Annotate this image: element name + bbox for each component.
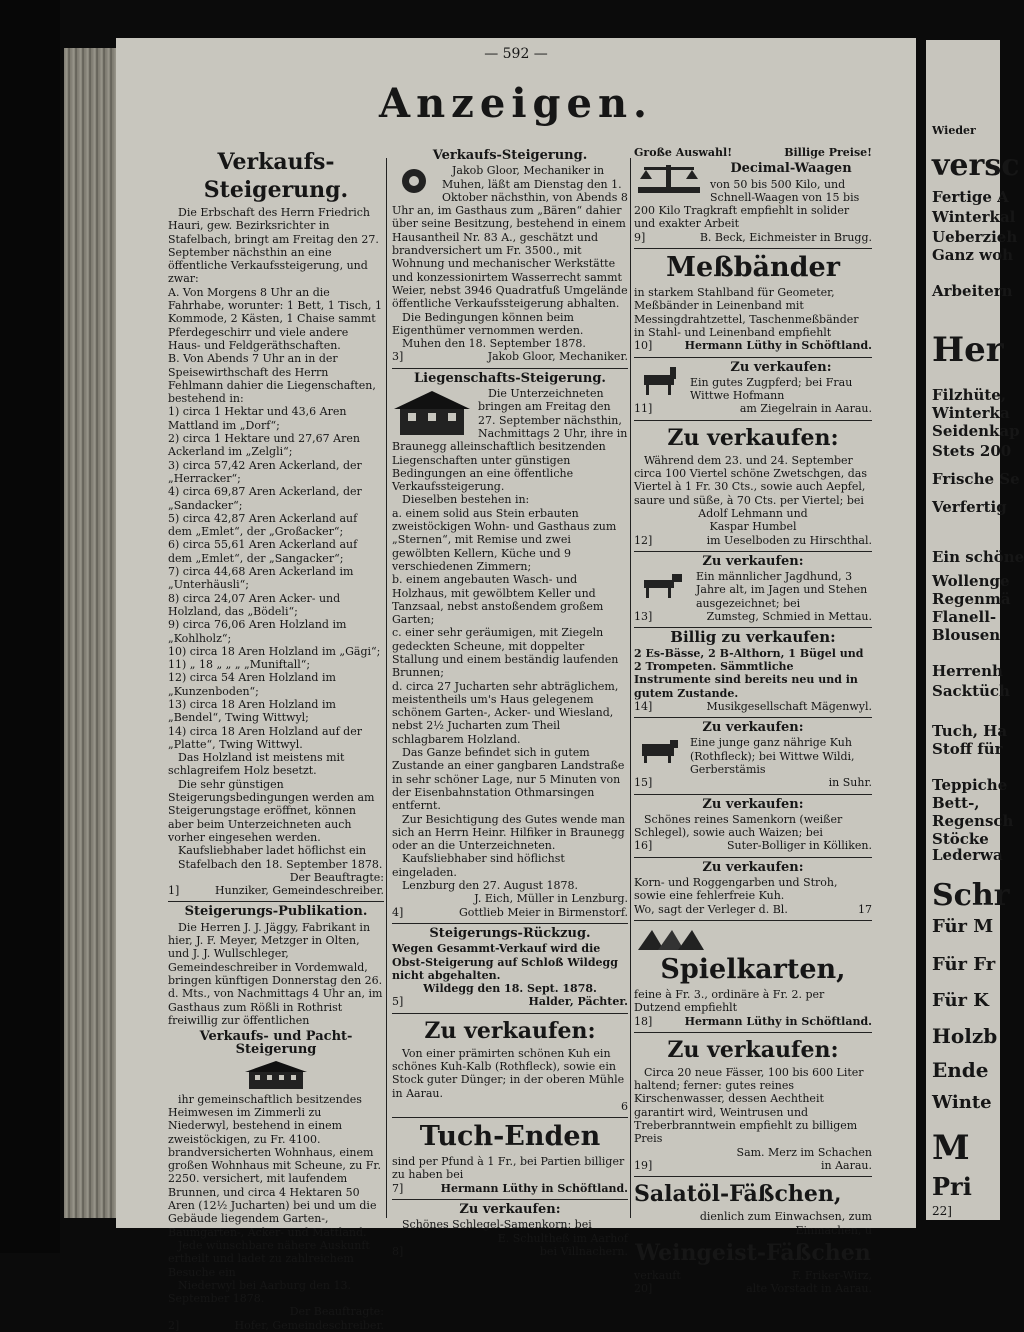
ad-separator xyxy=(168,901,384,902)
ad-heading: Decimal-Waagen xyxy=(730,161,852,177)
ad-number: 5] xyxy=(392,995,404,1009)
adjacent-line: Filzhüte, xyxy=(932,386,1007,404)
list-item: 10) circa 18 Aren Holzland im „Gägi“; xyxy=(168,644,381,658)
adjacent-line: Seidenkap xyxy=(932,422,1020,440)
list-item: 13) circa 18 Aren Holzland im „Bendel“, Twing Wittwyl; xyxy=(168,697,336,725)
adjacent-line: Für M xyxy=(932,916,994,937)
ad-heading: Steigerungs-Rückzug. xyxy=(429,925,591,941)
ad-heading: Zu verkaufen: xyxy=(667,424,839,451)
adjacent-line: Schr xyxy=(932,878,1010,913)
adjacent-line: Stoff für xyxy=(932,740,1003,758)
adjacent-line: Regenmä xyxy=(932,590,1011,608)
ad-text: B. Von Abends 7 Uhr an in der Speisewirthschaft des Herrn Fehlmann dahier die Liegenschaften, bestehend in: xyxy=(168,352,376,406)
ad-number: 20] xyxy=(634,1282,653,1296)
adjacent-line: Her xyxy=(932,330,1004,370)
ad-text: Niederwyl bei Aarburg den 13. September 1878. xyxy=(168,1278,351,1306)
ad-heading: Weingeist-Fäßchen xyxy=(635,1239,871,1266)
ad-signature: Hofer, Gemeindeschreiber. xyxy=(234,1318,384,1332)
ad-heading: Tuch-Enden xyxy=(419,1121,601,1153)
ad-tagline: Große Auswahl! xyxy=(634,146,733,159)
list-item: 11) „ 18 „ „ „ „Muniftall“; xyxy=(168,658,311,672)
adjacent-line: Herrenh xyxy=(932,662,1003,680)
house-icon xyxy=(241,1059,311,1091)
ad-signature: Hermann Lüthy in Schöftland. xyxy=(684,339,872,353)
ad-text: Während dem 23. und 24. September circa 100 Viertel schöne Zwetschgen, das Viertel à 1 Fr. 30 Cts., sowie auch Aepfel, saure und süße, à 70 Cts. per Viertel; bei xyxy=(634,453,867,507)
ad-separator xyxy=(634,420,872,421)
ad-signature: Halder, Pächter. xyxy=(528,995,628,1009)
ad-text: Ein gutes Zugpferd; bei Frau Wittwe Hofmann xyxy=(690,375,853,403)
ad-number: 16] xyxy=(634,839,653,853)
adjacent-line: Für Fr xyxy=(932,954,996,975)
ad-signature: B. Beck, Eichmeister in Brugg. xyxy=(699,230,872,244)
ad-text: Schönes reines Samenkorn (weißer Schlegel), sowie auch Waizen; bei xyxy=(634,812,843,840)
ad-heading: Zu verkaufen: xyxy=(702,859,804,875)
ad-text: ihr gemeinschaftlich besitzendes Heimwesen im Zimmerli zu Niederwyl, bestehend in einem zweistöckigen, zu Fr. 4100. brandversicherten Wohnhaus, einem großen Wohnhaus mit Scheune, zu Fr. 2250. versichert, mit laufendem Brunnen, und circa 4 Hektaren 50 Aren (12½ Jucharten) bei und um die Gebäude liegendem Garten-, Baumgarten-, Acker- und Mattland. xyxy=(168,1092,381,1239)
ad-number: 13] xyxy=(634,610,653,624)
ad-text: Das Ganze befindet sich in gutem Zustande an einer gangbaren Landstraße in sehr schöner Lage, nur 5 Minuten von der Eisenbahnstation Othmarsingen entfernt. xyxy=(392,746,625,813)
ad-text: Ein männlicher Jagdhund, 3 Jahre alt, im Jagen und Stehen ausgezeichnet; bei xyxy=(696,570,868,610)
ad-separator xyxy=(634,857,872,858)
ad-place: am Ziegelrain in Aarau. xyxy=(739,402,872,416)
ad-signature: Hermann Lüthy in Schöftland. xyxy=(684,1014,872,1028)
ad-text: Die sehr günstigen Steigerungsbedingungen werden am Steigerungstage eröffnet, können aber beim Unterzeichneten auch vorher eingesehen werden. xyxy=(168,777,375,844)
ad-text: Das Holzland ist meistens mit schlagreifem Holz besetzt. xyxy=(168,751,345,778)
ad-number: 19] xyxy=(634,1158,653,1172)
column-3 xyxy=(634,146,872,1295)
list-item: 8) circa 24,07 Aren Acker- und Holzland, das „Bödeli“; xyxy=(168,591,341,618)
adjacent-line: Stets 200 xyxy=(932,442,1012,460)
ad-text: J. Eich, Müller in Lenzburg. xyxy=(474,892,628,906)
adjacent-line: Bett-, xyxy=(932,794,980,812)
ad-date: Wildegg den 18. Sept. 1878. xyxy=(423,982,597,996)
ad-heading: Zu verkaufen: xyxy=(424,1017,596,1044)
ad-signature: Hunziker, Gemeindeschreiber. xyxy=(215,884,384,898)
adjacent-line: Ganz woh xyxy=(932,246,1013,264)
ad-text: dienlich zum Einwachsen, zum Einmachen, u xyxy=(699,1210,872,1237)
ad-separator xyxy=(392,1199,628,1200)
list-item: 2) circa 1 Hektare und 27,67 Aren Ackerland im „Zelgli“; xyxy=(168,432,360,459)
ad-text: Stafelbach den 18. September 1878. xyxy=(178,857,383,871)
adjacent-line: Winterkal xyxy=(932,208,1016,226)
adjacent-line: Verfertig xyxy=(932,498,1007,516)
adjacent-line: Winterka xyxy=(932,404,1010,422)
ad-heading: Verkaufs-Steigerung. xyxy=(203,149,349,203)
column-rule-1 xyxy=(386,158,387,1218)
ad-place: in Suhr. xyxy=(828,776,872,790)
ad-heading: Verkaufs-Steigerung. xyxy=(432,148,588,163)
ad-text: Von einer prämirten schönen Kuh ein schönes Kuh-Kalb (Rothfleck), sowie ein Stock guter Dünger; in der oberen Mühle in Aarau. xyxy=(392,1046,625,1100)
cow-icon xyxy=(634,736,684,764)
ad-heading: Salatöl-Fäßchen, xyxy=(634,1181,842,1208)
list-item: 1) circa 1 Hektar und 43,6 Aren Mattland im „Dorf“; xyxy=(168,405,347,432)
mechanic-icon xyxy=(392,166,436,196)
ad-heading: Zu verkaufen: xyxy=(702,720,804,736)
ad-place: in Aarau. xyxy=(821,1158,872,1172)
list-item: 4) circa 69,87 Aren Ackerland, der „Sandacker“; xyxy=(168,485,362,512)
ad-heading: Verkaufs- und Pacht-Steigerung xyxy=(199,1029,353,1058)
column-1 xyxy=(168,146,384,1332)
playing-cards-icon xyxy=(634,924,714,954)
ad-heading: Liegenschafts-Steigerung. xyxy=(414,370,606,386)
adjacent-line: Ende xyxy=(932,1058,989,1082)
adjacent-line: Lederwa xyxy=(932,846,1003,864)
ad-heading: Zu verkaufen: xyxy=(730,359,832,375)
ad-number: 15] xyxy=(634,776,653,790)
ad-tagline: Billige Preise! xyxy=(784,146,872,159)
ad-number: 9] xyxy=(634,230,646,244)
ad-signer: Adolf Lehmann und xyxy=(698,506,808,520)
ad-text: Dieselben bestehen in: xyxy=(402,493,530,507)
ad-separator xyxy=(634,357,872,358)
list-item: 9) circa 76,06 Aren Holzland im „Kohlholz“; xyxy=(168,618,347,645)
adjacent-line: versc xyxy=(932,148,1020,183)
ad-heading: Zu verkaufen: xyxy=(702,553,804,569)
adjacent-line: Blousen xyxy=(932,626,1001,644)
newspaper-page xyxy=(116,38,916,1332)
ad-text: Die Bedingungen können beim Eigenthümer vernommen werden. xyxy=(392,310,584,337)
adjacent-line: Wollenge xyxy=(932,572,1010,590)
ad-heading: Zu verkaufen: xyxy=(667,1036,839,1063)
list-item: a. einem solid aus Stein erbauten zweistöckigen Wohn- und Gasthaus zum „Sternen“, mit Remise und zwei gewölbten Kellern, Küche und 9 verschiedenen Zimmern; xyxy=(392,506,617,573)
ad-text: Wegen Gesammt-Verkauf wird die Obst-Steigerung auf Schloß Wildegg nicht abgehalten. xyxy=(392,942,618,982)
ad-signature: Musikgesellschaft Mägenwyl. xyxy=(706,699,872,713)
ad-heading: Steigerungs-Publikation. xyxy=(184,904,368,920)
list-item: 3) circa 57,42 Aren Ackerland, der „Herracker“; xyxy=(168,458,362,485)
ad-heading: Spielkarten, xyxy=(660,953,846,985)
ad-number: 3] xyxy=(392,350,404,364)
ad-heading: Zu verkaufen: xyxy=(702,796,804,812)
list-item: c. einer sehr geräumigen, mit Ziegeln gedeckten Scheune, mit doppelter Stallung und einem beständig laufenden Brunnen; xyxy=(392,626,619,680)
dog-icon xyxy=(634,570,690,600)
ad-signature: F. Friker-Wirz, xyxy=(791,1268,872,1282)
ad-place: alte Vorstadt in Aarau. xyxy=(746,1282,872,1296)
adjacent-line: Stöcke xyxy=(932,830,989,848)
ad-separator xyxy=(634,551,872,552)
page-edges xyxy=(64,48,120,1218)
list-item: 14) circa 18 Aren Holzland auf der „Platte“, Twing Wittwyl. xyxy=(168,724,362,751)
ad-text: Die Unterzeichneten bringen am Freitag den 27. September nächsthin, Nachmittags 2 Uhr, ihre in Braunegg alleinschaftlich besitzenden Liegenschaften unter günstigen Bedingungen an eine öffentliche Verkaufssteigerung. xyxy=(392,387,628,494)
adjacent-line: Tuch, Ha xyxy=(932,722,1008,740)
ad-separator xyxy=(634,920,872,921)
book-binding xyxy=(0,0,60,1253)
adjacent-line: M xyxy=(932,1128,970,1168)
ad-text: A. Von Morgens 8 Uhr an die Fahrhabe, worunter: 1 Bett, 1 Tisch, 1 Kommode, 2 Kästen, 1 Chaise sammt Pferdegeschirr und viele andere Haus- und Feldgeräthschaften. xyxy=(168,285,382,352)
ad-signature: Hermann Lüthy in Schöftland. xyxy=(440,1181,628,1195)
ad-number: 18] xyxy=(634,1014,653,1028)
adjacent-line: Pri xyxy=(932,1172,972,1201)
page-title: Anzeigen. xyxy=(379,80,653,127)
ad-signature: Suter-Bolliger in Kölliken. xyxy=(726,839,872,853)
ad-number: 8] xyxy=(392,1244,404,1258)
ad-signer: E. Schultheß im Aarhof xyxy=(497,1231,628,1245)
adjacent-line: Arbeitern xyxy=(932,282,1013,300)
ad-separator xyxy=(392,1117,628,1118)
list-item: 6) circa 55,61 Aren Ackerland auf dem „Emlet“, der „Sangacker“; xyxy=(168,538,358,565)
list-item: b. einem angebauten Wasch- und Holzhaus, mit gewölbtem Keller und Tanzsaal, nebst anstoßendem großem Garten; xyxy=(392,573,604,627)
horse-icon xyxy=(634,363,684,397)
ad-separator xyxy=(392,1013,628,1014)
adjacent-line: Frische Se xyxy=(932,470,1020,488)
ad-separator xyxy=(634,248,872,249)
ad-text: Lenzburg den 27. August 1878. xyxy=(402,879,578,893)
ad-signer: Kaspar Humbel xyxy=(709,520,797,534)
ad-number: 11] xyxy=(634,402,653,416)
ad-text: sind per Pfund à 1 Fr., bei Partien billiger zu haben bei xyxy=(392,1155,625,1182)
ad-place: bei Villnachern. xyxy=(539,1244,628,1258)
ad-place: Wo, sagt der Verleger d. Bl. xyxy=(634,902,788,916)
list-item: 12) circa 54 Aren Holzland im „Kunzenboden“; xyxy=(168,671,336,698)
list-item: 5) circa 42,87 Aren Ackerland auf dem „Emlet“, der „Großacker“; xyxy=(168,511,358,539)
adjacent-line: Winte xyxy=(932,1092,992,1113)
ad-text: Jede wünschbare nähere Auskunft ertheilt und ladet zu zahlreichem Besuche ein xyxy=(168,1238,370,1279)
ad-signature: Gottlieb Meier in Birmenstorf. xyxy=(459,905,628,919)
column-2 xyxy=(392,146,628,1258)
ad-number: 10] xyxy=(634,339,653,353)
ad-heading: Billig zu verkaufen: xyxy=(670,628,836,647)
ad-separator xyxy=(634,1032,872,1033)
ad-text: Kaufsliebhaber sind höflichst eingeladen. xyxy=(392,852,565,879)
ad-heading: Zu verkaufen: xyxy=(459,1202,561,1218)
ad-text: Eine junge ganz nährige Kuh (Rothfleck); bei Wittwe Wildi, Gerberstämis xyxy=(690,736,855,776)
adjacent-line: Fertige A xyxy=(932,188,1009,206)
ad-number: 7] xyxy=(392,1181,404,1195)
column-rule-2 xyxy=(630,158,631,1218)
ad-separator xyxy=(634,794,872,795)
adjacent-line: Flanell- xyxy=(932,608,997,626)
list-item: 7) circa 44,68 Aren Ackerland im „Unterhäusli“; xyxy=(168,565,354,592)
ad-signature: Jakob Gloor, Mechaniker. xyxy=(487,350,628,364)
adjacent-line: 22] xyxy=(932,1204,952,1218)
ad-text: Schönes Schlegel-Samenkorn; bei xyxy=(402,1218,592,1232)
house-icon xyxy=(392,389,472,437)
adjacent-line: Ueberzieh xyxy=(932,228,1018,246)
agent-title: Der Beauftragte: xyxy=(289,870,384,884)
ad-text: 2 Es-Bässe, 2 B-Althorn, 1 Bügel und 2 Trompeten. Sämmtliche Instrumente sind bereits neu und in gutem Zustande. xyxy=(634,646,864,700)
ad-text: Die Erbschaft des Herrn Friedrich Hauri, gew. Bezirksrichter in Stafelbach, bringt am Freitag den 27. September nächsthin an eine öffentliche Verkaufssteigerung, und zwar: xyxy=(168,206,379,286)
ad-text: Jakob Gloor, Mechaniker in Muhen, läßt am Dienstag den 1. Oktober nächsthin, von Abends 8 Uhr an, im Gasthaus zum „Bären“ dahier über seine Besitzung, bestehend in einem Hausantheil Nr. 83 A., geschätzt und brandversichert um Fr. 3500., mit Wohnung und mechanischer Werkstätte und konzessionirtem Wasserrecht sammt Weier, nebst 3946 Quadratfuß Umgelände öffentliche Verkaufssteigerung abhalten. xyxy=(392,164,628,311)
adjacent-line: Teppiche xyxy=(932,776,1008,794)
ad-text: Die Herren J. J. Jäggy, Fabrikant in hier, J. F. Meyer, Metzger in Olten, und J. J. Wullschleger, Gemeindeschreiber in Vordemwald, bringen künftigen Donnerstag den 26. d. Mts., von Nachmittags 4 Uhr an, im Gasthaus zum Rößli in Rothrist freiwillig zur öffentlichen xyxy=(168,920,383,1027)
ad-number: 12] xyxy=(634,533,653,547)
ad-number: 2] xyxy=(168,1318,180,1332)
ad-place: im Ueselboden zu Hirschthal. xyxy=(706,533,872,547)
ad-text: Korn- und Roggengarben und Stroh, sowie eine fehlerfreie Kuh. xyxy=(634,876,838,903)
list-item: d. circa 27 Jucharten sehr abträglichem, meistentheils um's Haus gelegenem schönem Garten-, Acker- und Wiesland, nebst 2½ Jucharten zum Theil schlagbarem Holzland. xyxy=(392,679,619,746)
ad-text: Muhen den 18. September 1878. xyxy=(402,337,586,351)
ad-heading: Meßbänder xyxy=(666,252,840,284)
ad-number: 17 xyxy=(858,902,872,916)
page-number: — 592 — xyxy=(484,46,548,62)
scale-icon xyxy=(634,161,704,195)
adjacent-line: Regensch xyxy=(932,812,1014,830)
ad-text: von 50 bis 500 Kilo, und Schnell-Waagen von 15 bis 200 Kilo Tragkraft empfiehlt in solider und exakter Arbeit xyxy=(634,177,860,231)
ad-separator xyxy=(634,717,872,718)
ad-signer: Sam. Merz im Schachen xyxy=(736,1145,872,1159)
ad-text: Circa 20 neue Fässer, 100 bis 600 Liter haltend; ferner: gutes reines Kirschenwasser, dessen Aechtheit garantirt wird, Weintrusen und Treberbranntwein empfiehlt zu billigem Preis xyxy=(634,1065,864,1146)
ad-number: 1] xyxy=(168,884,180,898)
agent-title: Der Beauftragte: xyxy=(289,1305,384,1319)
adjacent-page xyxy=(926,40,1024,1220)
ad-text: Zur Besichtigung des Gutes wende man sich an Herrn Heinr. Hilfiker in Braunegg oder an die Unterzeichneten. xyxy=(392,812,625,853)
ad-number: 6 xyxy=(621,1099,628,1113)
ad-text: feine à Fr. 3., ordinäre à Fr. 2. per Dutzend empfiehlt xyxy=(634,987,825,1015)
ad-number: 14] xyxy=(634,699,653,713)
ad-separator xyxy=(634,1176,872,1177)
adjacent-line: Wieder xyxy=(932,124,976,137)
ad-signature: Zumsteg, Schmied in Mettau. xyxy=(706,610,872,624)
ad-separator xyxy=(392,923,628,924)
ad-text: in starkem Stahlband für Geometer, Meßbänder in Leinenband mit Messingdrahtzettel, Taschenmeßbänder in Stahl- und Leinenband empfiehlt xyxy=(634,286,859,339)
ad-separator xyxy=(392,368,628,369)
adjacent-line: Sacktüch xyxy=(932,682,1010,700)
ad-number: 4] xyxy=(392,905,404,919)
ad-text: Kaufsliebhaber ladet höflichst ein xyxy=(178,844,367,858)
adjacent-line: Ein schöne xyxy=(932,548,1024,566)
adjacent-line: Für K xyxy=(932,990,989,1011)
adjacent-line: Holzb xyxy=(932,1024,998,1048)
ad-text: verkauft xyxy=(634,1268,681,1282)
